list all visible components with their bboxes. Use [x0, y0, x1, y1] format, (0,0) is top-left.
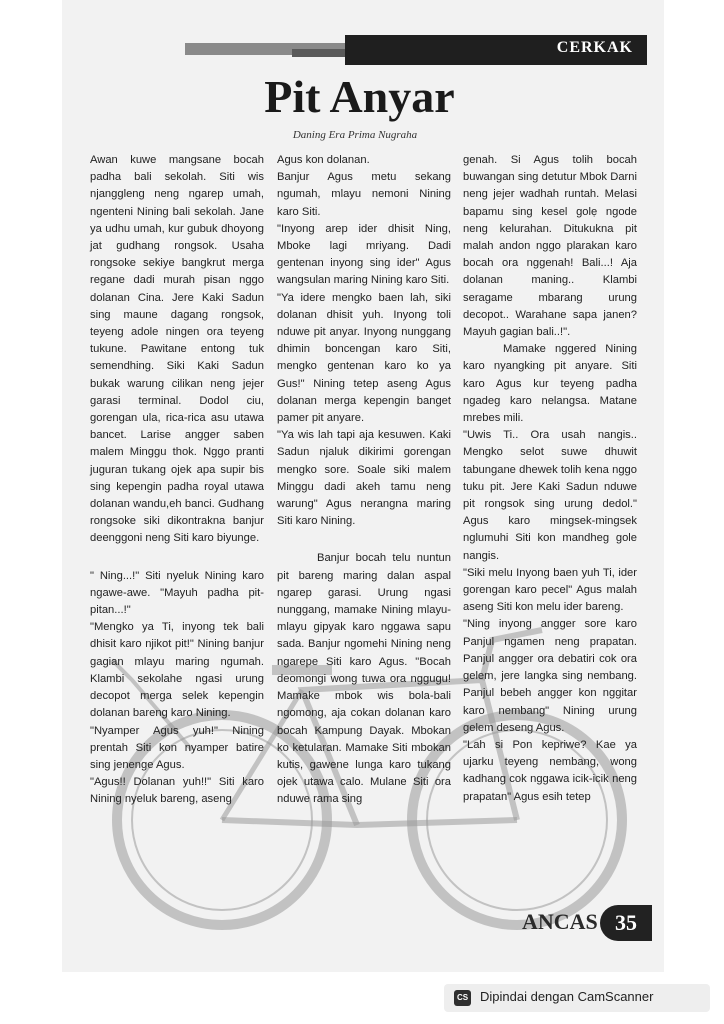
paragraph: "Siki melu Inyong baen yuh Ti, ider gorengan karo pecel" Agus malah aseng Siti kon melu ider bareng. [463, 566, 637, 614]
paragraph: Awan kuwe mangsane bocah padha bali sekolah. Siti wis njanggleng neng ngarep umah, ngenteni Nining bali sekolah. Jane ya udhu umah, kur gubuk dhoyong jat gudhang rongsok. Usaha rongsoke sekiye bangkrut merga regane dadi murah pisan nggo dolanan Cina. Jere Kaki Sadun sing maune dagang rongsok, teyeng adole ningen ora teyeng tukune. Pawitane entong tuk semendhing. Siki Kaki Sadun bukak warung cilikan neng jejer garasi terminal. Dodol ciu, gorengan ula, rica-rica asu utawa bancet. Larise angger saben malem Minggu thok. Nggo pranti juguran tukang ojek apa supir bis sing kepengin padha royal utawa dolanan wandu,eh banci. Gudhang rongsoke siki dikontrakna banjur deenggoni neng Siti karo biyunge. [90, 154, 264, 545]
paragraph: "Mengko ya Ti, inyong tek bali dhisit karo njikot pit!" Nining banjur gagian mlayu maring ngumah. Klambi sekolahe ngasi urung decopot merga selek kepengin dolanan bareng karo Nining. [90, 621, 264, 720]
camscanner-watermark [444, 984, 710, 1012]
paragraph: "Inyong arep ider dhisit Ning, Mboke lagi mriyang. Dadi gentenan inyong sing ider" Agus wangsulan maring Nining karo Siti. [277, 222, 451, 287]
paragraph: " Ning...!" Siti nyeluk Nining karo ngawe-awe. "Mayuh padha pit-pitan...!" [90, 569, 264, 617]
camscanner-label: Dipindai dengan CamScanner [480, 989, 654, 1004]
paragraph: "Ya idere mengko baen lah, siki dolanan dhisit yuh. Inyong toli nduwe pit anyar. Inyong nunggang dhimin boncengan karo Siti, mengko gentenan karo ko ya Gus!" Nining tetep aseng Agus dolanan merga kepengin banget pamer pit anyare. [277, 291, 451, 425]
paragraph: Banjur Agus metu sekang ngumah, mlayu nemoni Nining karo Siti. [277, 171, 451, 218]
article-title: Pit Anyar [264, 71, 455, 122]
article-author: Daning Era Prima Nugraha [292, 129, 418, 141]
paragraph: Mamake nggered Nining karo nyangking pit anyare. Siti karo Agus kur teyeng padha ngadeg karo nelangsa. Matane mrebes mili. [463, 343, 637, 425]
section-label: CERKAK [556, 39, 633, 56]
section-banner [345, 35, 647, 65]
paragraph: "Nyamper Agus yuh!" Nining prentah Siti kon nyamper batire sing jenenge Agus. [90, 724, 264, 771]
paragraph: Agus kon dolanan. [277, 154, 370, 166]
paragraph: "Agus!! Dolanan yuh!!" Siti karo Nining nyeluk bareng, aseng [90, 776, 264, 806]
paragraph: "Uwis Ti.. Ora usah nangis.. Mengko selot suwe dhuwit tabungane dhewek tolih kena nggo tuku pit. Jere Kaki Sadun nduwe pit rongsok sing urung dedol." Agus karo mingsek-mingsek nglumuhi Siti kon mandheg gole nangis. [463, 429, 637, 562]
paragraph: "Lah si Pon kepriwe? Kae ya ujarku teyeng nembang, wong kadhang cok nggawa icik-icik neng prapatan" Agus esih tetep [463, 738, 637, 803]
magazine-name: ANCAS [522, 909, 598, 934]
article-column-3 [463, 152, 637, 806]
page-footer [522, 905, 662, 941]
magazine-page [62, 0, 664, 972]
page-number: 35 [600, 905, 652, 941]
paragraph: "Ya wis lah tapi aja kesuwen. Kaki Sadun njaluk dikirimi gorengan mengko sore. Soale siki malem Minggu dadi akeh tamu neng warung" Agus nerangna maring Siti karo Nining. [277, 429, 451, 528]
camscanner-icon: CS [454, 990, 471, 1006]
article-column-2 [277, 152, 451, 809]
paragraph: genah. Si Agus tolih bocah buwangan sing detutur Mbok Darni neng jejer wadhah runtah. Melasi bapamu sing kesel golẹ ngode neng kelurahan. Ditukukna pit malah andon nggo plarakan karo bocah ora nggenah! Bali...! Aja dolanan maning.. Klambi seragame mbarang urung decopot.. Warahane sapa janen? Mayuh gagian bali..!". [463, 154, 637, 339]
article-column-1 [90, 152, 264, 809]
paragraph: Banjur bocah telu nuntun pit bareng maring dalan aspal ngarep garasi. Urung ngasi nunggang, mamake Nining mlayu-mlayu gipyak karo nggawa sapu sada. Banjur ngomehi Nining neng ngarepe Siti karo Agus. "Bocah deomongi wong tuwa ora nggugu! Mamake mbok wis bola-bali ngomong, aja cokan dolanan karo bocah Kampung Dayak. Mbokan ko ketularan. Mamake Siti mbokan kutis, gawene lunga karo tukang ojek utawa calo. Mulane Siti ora nduwe rama sing [277, 552, 451, 806]
paragraph: "Ning inyong angger sore karo Panjul ngamen neng prapatan. Panjul angger ora debatiri cok ora gelem, jere langka sing nembang. Panjul bebeh angger kon nggitar karo nembang" Nining urung gelem deseng Agus. [463, 618, 637, 734]
